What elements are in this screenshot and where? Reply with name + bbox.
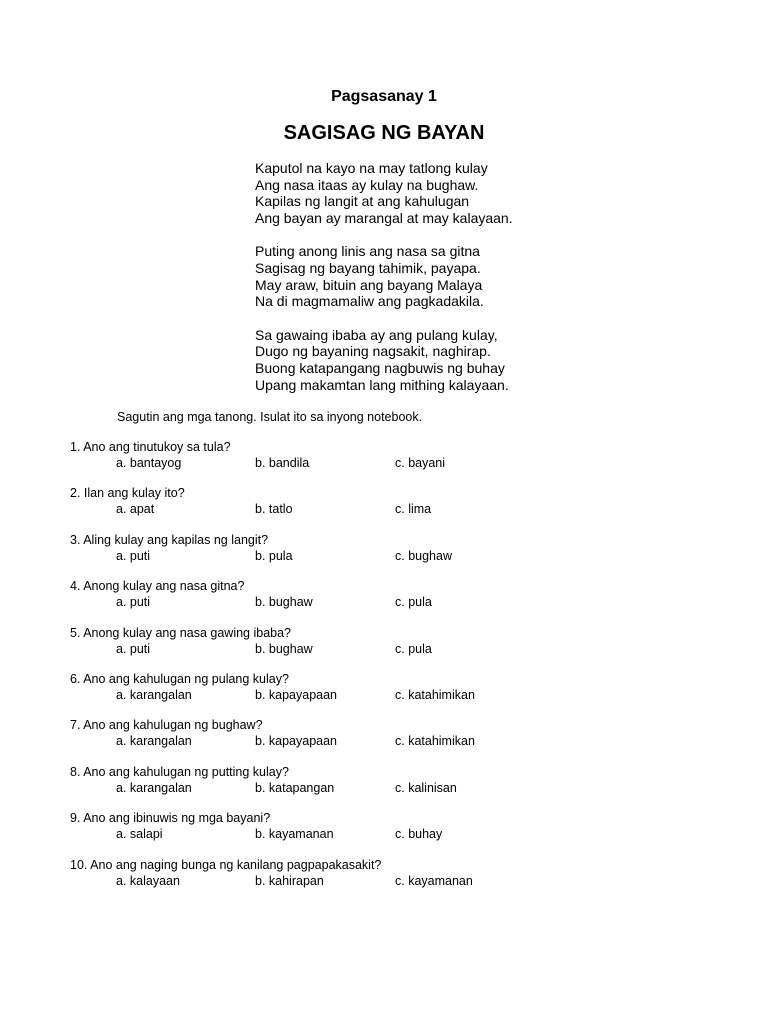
question-text: 2. Ilan ang kulay ito? <box>70 486 185 501</box>
poem-line: Kapilas ng langit at ang kahulugan <box>255 193 470 210</box>
poem-line: Buong katapangang nagbuwis ng buhay <box>255 359 505 376</box>
poem-line: May araw, bituin ang bayang Malaya <box>255 276 483 293</box>
poem <box>255 160 675 410</box>
instructions-text: Sagutin ang mga tanong. Isulat ito sa inyong notebook. <box>117 410 423 424</box>
question-text: 8. Ano ang kahulugan ng putting kulay? <box>70 764 289 779</box>
choice-c: c. lima <box>395 502 432 517</box>
choice-c: c. katahimikan <box>395 734 475 749</box>
choice-a: a. karangalan <box>116 780 192 795</box>
poem-stanza <box>255 243 675 309</box>
question-text: 5. Anong kulay ang nasa gawing ibaba? <box>70 625 292 640</box>
choice-b: b. tatlo <box>255 502 293 517</box>
choice-c: c. kayamanan <box>395 873 473 888</box>
choice-a: a. bantayog <box>116 456 182 470</box>
question-text: 9. Ano ang ibinuwis ng mga bayani? <box>70 811 271 826</box>
choice-b: b. kayamanan <box>255 827 334 842</box>
poem-line: Upang makamtan lang mithing kalayaan. <box>255 376 509 393</box>
choice-c: c. bayani <box>395 456 446 470</box>
poem-line: Dugo ng bayaning nagsakit, naghirap. <box>255 343 491 360</box>
question-text: 3. Aling kulay ang kapilas ng langit? <box>70 532 269 547</box>
question-item <box>70 810 730 856</box>
choice-a: a. puti <box>116 595 151 610</box>
poem-line: Ang nasa itaas ay kulay na bughaw. <box>255 176 479 193</box>
choice-c: c. buhay <box>395 827 443 842</box>
choice-c: c. pula <box>395 641 432 656</box>
choice-b: b. bandila <box>255 456 310 470</box>
question-text: 7. Ano ang kahulugan ng bughaw? <box>70 718 263 733</box>
choice-b: b. bughaw <box>255 641 313 656</box>
question-item <box>70 485 730 531</box>
choice-a: a. salapi <box>116 827 163 842</box>
choice-c: c. kalinisan <box>395 780 457 795</box>
question-item <box>70 717 730 763</box>
choice-b: b. kahirapan <box>255 873 324 888</box>
poem-line: Kaputol na kayo na may tatlong kulay <box>255 160 488 176</box>
choice-a: a. karangalan <box>116 687 192 702</box>
question-text: 4. Anong kulay ang nasa gitna? <box>70 579 245 594</box>
choice-a: a. puti <box>116 641 151 656</box>
poem-line: Ang bayan ay marangal at may kalayaan. <box>255 209 513 226</box>
question-item <box>70 532 730 578</box>
question-text: 10. Ano ang naging bunga ng kanilang pagpapakasakit? <box>70 857 382 872</box>
choice-b: b. kapayapaan <box>255 734 338 749</box>
choice-c: c. bughaw <box>395 548 452 563</box>
question-item <box>70 764 730 810</box>
question-text: 6. Ano ang kahulugan ng pulang kulay? <box>70 671 289 686</box>
question-item <box>70 857 730 903</box>
question-list <box>70 439 730 903</box>
choice-b: b. pula <box>255 548 293 563</box>
choice-c: c. pula <box>395 595 432 610</box>
poem-line: Sa gawaing ibaba ay ang pulang kulay, <box>255 326 498 343</box>
question-item <box>70 439 730 485</box>
choice-b: b. katapangan <box>255 780 335 795</box>
choice-a: a. kalayaan <box>116 873 180 888</box>
question-item <box>70 625 730 671</box>
poem-stanza <box>255 327 675 393</box>
question-item <box>70 578 730 624</box>
choice-b: b. bughaw <box>255 595 313 610</box>
choice-a: a. puti <box>116 548 151 563</box>
poem-line: Puting anong linis ang nasa sa gitna <box>255 243 480 260</box>
poem-line: Na di magmamaliw ang pagkadakila. <box>255 293 484 310</box>
poem-stanza <box>255 160 675 226</box>
choice-c: c. katahimikan <box>395 687 475 702</box>
question-text: 1. Ano ang tinutukoy sa tula? <box>70 440 231 454</box>
poem-line: Sagisag ng bayang tahimik, payapa. <box>255 259 481 276</box>
choice-b: b. kapayapaan <box>255 687 338 702</box>
question-item <box>70 671 730 717</box>
choice-a: a. karangalan <box>116 734 192 749</box>
poem-title: SAGISAG NG BAYAN <box>283 122 485 144</box>
worksheet-subtitle: Pagsasanay 1 <box>331 88 437 105</box>
choice-a: a. apat <box>116 502 155 517</box>
